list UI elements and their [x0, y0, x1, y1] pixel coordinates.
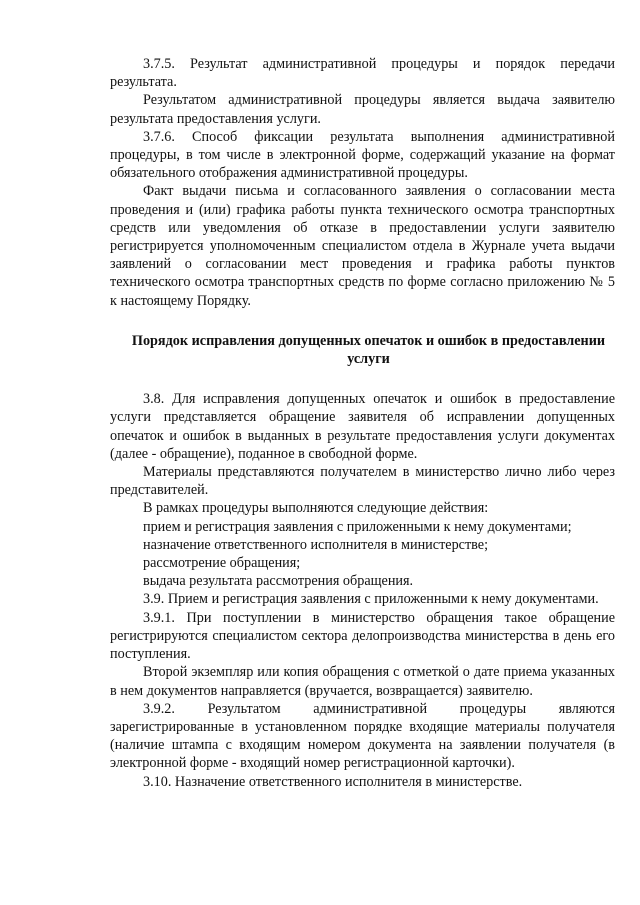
list-item: рассмотрение обращения; — [143, 555, 301, 572]
paragraph-3-9: 3.9. Прием и регистрация заявления с приложенными к нему документами. — [143, 591, 599, 608]
list-item: выдача результата рассмотрения обращения. — [143, 573, 414, 590]
paragraph-3-10: 3.10. Назначение ответственного исполнителя в министерстве. — [143, 773, 523, 790]
list-item: назначение ответственного исполнителя в министерстве; — [143, 536, 489, 553]
section-heading: Порядок исправления допущенных опечаток и ошибок в предоставлении услуги — [131, 332, 606, 368]
list-intro: В рамках процедуры выполняются следующие действия: — [143, 500, 489, 517]
document-page — [110, 55, 615, 791]
paragraph-3-9-1: 3.9.1. При поступлении в министерство обращения такое обращение регистрируются специалистом сектора делопроизводства министерства в день его поступления. — [110, 609, 615, 663]
paragraph-result: Результатом административной процедуры является выдача заявителю результата предоставления услуги. — [110, 92, 615, 127]
paragraph-3-8: 3.8. Для исправления допущенных опечаток и ошибок в предоставление услуги представляется обращение заявителя об исправлении допущенных опечаток и ошибок в выданных в результате предоставления услуги документах (далее - обращение), поданное в свободной форме. — [110, 391, 615, 462]
paragraph-fact-of-issue: Факт выдачи письма и согласованного заявления о согласовании места проведения и (или) графика работы пункта технического осмотра транспортных средств или уведомления об отказе в предоставлении услуги заявителю регистрируется уполномоченным специалистом отдела в Журнале учета выдачи заявлений о согласовании мест проведения и графика работы пунктов технического осмотра транспортных средств по форме согласно приложению № 5 к настоящему Порядку. — [110, 183, 615, 309]
paragraph-3-9-2: 3.9.2. Результатом административной процедуры являются зарегистрированные в установленном порядке входящие материалы получателя (наличие штампа с входящим номером документа на заявлении получателя (в электронной форме - входящий номер регистрационной карточки). — [110, 700, 615, 772]
paragraph-second-copy: Второй экземпляр или копия обращения с отметкой о дате приема указанных в нем документов направляется (вручается, возвращается) заявителю. — [110, 664, 615, 699]
paragraph-materials: Материалы представляются получателем в министерство лично либо через представителей. — [110, 464, 615, 499]
list-item: прием и регистрация заявления с приложенными к нему документами; — [143, 518, 572, 535]
paragraph-3-7-5: 3.7.5. Результат административной процедуры и порядок передачи результата. — [110, 56, 615, 91]
paragraph-3-7-6: 3.7.6. Способ фиксации результата выполнения административной процедуры, в том числе в электронной форме, содержащий указание на формат обязательного отображения административной процедуры. — [110, 128, 615, 182]
